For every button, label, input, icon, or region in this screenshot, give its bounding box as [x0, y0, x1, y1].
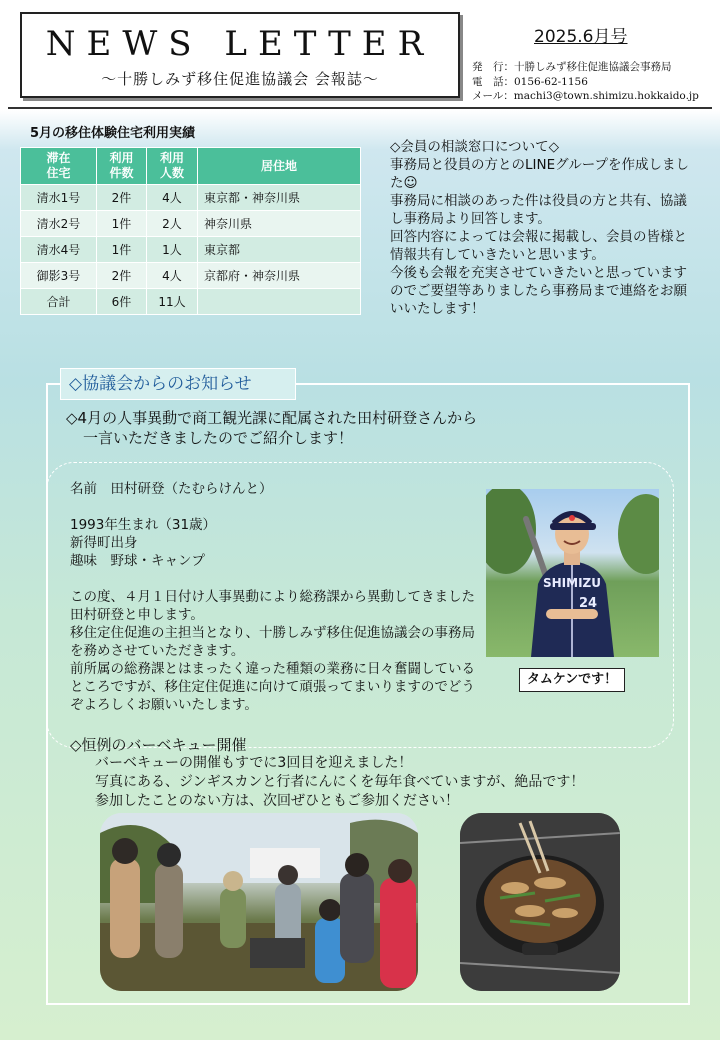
- consult-notice: [390, 138, 690, 318]
- table-cell: 2件: [97, 263, 147, 289]
- profile-text: [70, 480, 480, 714]
- header-divider: [8, 107, 712, 109]
- intro-line: ◇4月の人事異動で商工観光課に配属された田村研登さんから: [66, 409, 478, 427]
- consult-heading: ◇会員の相談窓口について◇: [390, 139, 559, 155]
- uniform-text: SHIMIZU: [542, 576, 602, 590]
- table-row: [21, 263, 361, 289]
- contact-publisher: 発 行：十勝しみず移住促進協議会事務局: [472, 61, 672, 73]
- profile-hobby: 趣味 野球・キャンプ: [70, 553, 205, 569]
- table-cell: 1件: [97, 211, 147, 237]
- consult-line: 今後も会報を充実させていきたいと思っていますのでご要望等ありましたら事務局まで連絡をお願いいたします！: [390, 265, 687, 317]
- issue-label: 2025.6月号: [534, 27, 628, 47]
- table-header-row: [21, 148, 361, 185]
- profile-photo: [486, 489, 659, 657]
- table-cell: 東京都: [198, 237, 361, 263]
- bbq-heading: ◇恒例のバーベキュー開催: [70, 736, 247, 754]
- column-header: 利用 件数: [97, 148, 147, 185]
- council-intro: [66, 408, 477, 448]
- bbq-line: 参加したことのない方は、次回ぜひともご参加ください！: [95, 793, 459, 809]
- column-header: 居住地: [198, 148, 361, 185]
- table-cell: 6件: [97, 289, 147, 315]
- table-cell: 11人: [147, 289, 198, 315]
- bbq-text: [95, 754, 584, 811]
- council-heading: ◇協議会からのお知らせ: [60, 368, 296, 400]
- table-cell: 1人: [147, 237, 198, 263]
- table-cell: 2件: [97, 185, 147, 211]
- profile-name: 名前 田村研登（たむらけんと）: [70, 481, 273, 497]
- column-header: 利用 人数: [147, 148, 198, 185]
- table-cell: 清水2号: [21, 211, 97, 237]
- table-cell: 御影3号: [21, 263, 97, 289]
- stats-table: [20, 147, 361, 315]
- newsletter-title: NEWS LETTER: [45, 24, 435, 64]
- grill-illustration: [460, 813, 620, 991]
- table-cell: 清水4号: [21, 237, 97, 263]
- profile-message: この度、４月１日付け人事異動により総務課から異動してきました田村研登と申します。: [70, 589, 475, 623]
- table-cell: 合計: [21, 289, 97, 315]
- uniform-number: 24: [578, 596, 598, 611]
- table-cell: 神奈川県: [198, 211, 361, 237]
- consult-line: 事務局と役員の方とのLINEグループを作成しました☺: [390, 157, 690, 191]
- bbq-line: 写真にある、ジンギスカンと行者にんにくを毎年食べていますが、絶品です！: [95, 774, 585, 790]
- profile-message: 前所属の総務課とはまったく違った種類の業務に日々奮闘しているところですが、移住定住促進に向けて頑張ってまいりますのでどうぞよろしくお願いいたします。: [70, 661, 475, 713]
- table-cell: [198, 289, 361, 315]
- photo-caption: タムケンです！: [519, 668, 625, 692]
- profile-hometown: 新得町出身: [70, 535, 138, 551]
- bbq-people-illustration: [100, 813, 418, 991]
- table-total-row: [21, 289, 361, 315]
- consult-line: 回答内容によっては会報に掲載し、会員の皆様と情報共有していきたいと思います。: [390, 229, 687, 263]
- contact-email: メール：machi3@town.shimizu.hokkaido.jp: [472, 90, 699, 102]
- table-row: [21, 185, 361, 211]
- profile-birth: 1993年生まれ（31歳）: [70, 517, 217, 533]
- profile-message: 移住定住促進の主担当となり、十勝しみず移住促進協議会の事務局を務めさせていただきます。: [70, 625, 475, 659]
- table-cell: 4人: [147, 263, 198, 289]
- bbq-grill-photo: [460, 813, 620, 991]
- bbq-line: バーベキューの開催もすでに3回目を迎えました！: [95, 755, 413, 771]
- table-cell: 清水1号: [21, 185, 97, 211]
- contact-phone: 電 話：0156-62-1156: [472, 75, 588, 88]
- table-cell: 東京都・神奈川県: [198, 185, 361, 211]
- table-cell: 2人: [147, 211, 198, 237]
- table-row: [21, 237, 361, 263]
- bbq-group-photo: [100, 813, 418, 991]
- table-cell: 4人: [147, 185, 198, 211]
- title-box: [20, 12, 460, 98]
- baseball-player-illustration: [486, 489, 659, 657]
- column-header: 滞在 住宅: [21, 148, 97, 185]
- stats-caption: 5月の移住体験住宅利用実績: [30, 126, 196, 141]
- consult-line: 事務局に相談のあった件は役員の方と共有、協議し事務局より回答します。: [390, 193, 687, 227]
- contact-info: [472, 60, 699, 104]
- table-cell: 京都府・神奈川県: [198, 263, 361, 289]
- newsletter-subtitle: 〜十勝しみず移住促進協議会 会報誌〜: [101, 70, 379, 88]
- table-row: [21, 211, 361, 237]
- intro-line: 一言いただきましたのでご紹介します！: [83, 429, 354, 447]
- table-cell: 1件: [97, 237, 147, 263]
